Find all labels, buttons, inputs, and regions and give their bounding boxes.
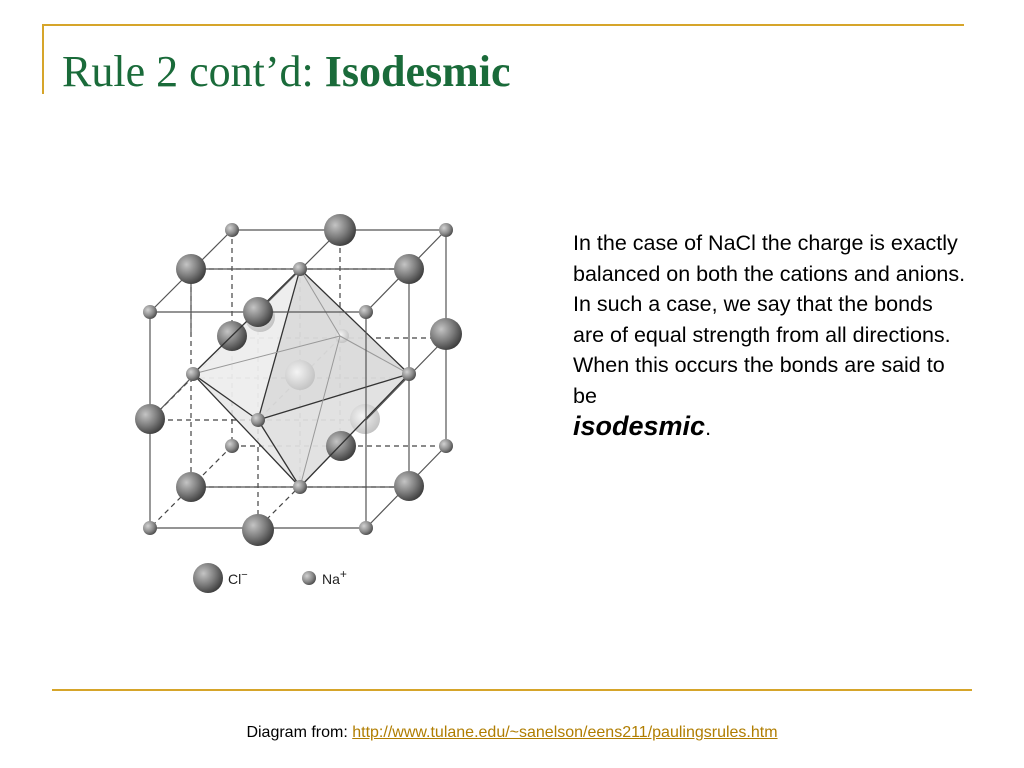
footer-citation	[0, 724, 1024, 742]
legend-na-label: Na+	[322, 567, 347, 587]
legend-cl-swatch	[193, 563, 223, 593]
source-link[interactable]: http://www.tulane.edu/~sanelson/eens211/paulingsrules.htm	[352, 724, 778, 741]
legend-na-swatch	[302, 571, 316, 585]
footer-rule	[52, 689, 972, 691]
slide-title-bold: Isodesmic	[324, 47, 511, 96]
body-paragraph	[573, 228, 968, 444]
diagram-legend	[193, 563, 347, 593]
body-text: In the case of NaCl the charge is exactly balanced on both the cations and anions. In such a case, we say that the bonds are of equal strength from all directions. When this occurs the bonds are said to be	[573, 231, 966, 408]
slide-title-plain: Rule 2 cont’d:	[62, 47, 325, 96]
legend-cl-label: Cl−	[228, 569, 248, 587]
footer-label: Diagram from:	[246, 724, 353, 741]
body-trailing: .	[705, 416, 712, 440]
nacl-crystal-diagram	[132, 206, 472, 602]
title-accent-line-left	[42, 24, 44, 94]
title-accent-line-top	[42, 24, 964, 26]
isodesmic-emphasis: isodesmic	[573, 411, 706, 441]
slide-title	[62, 44, 511, 100]
